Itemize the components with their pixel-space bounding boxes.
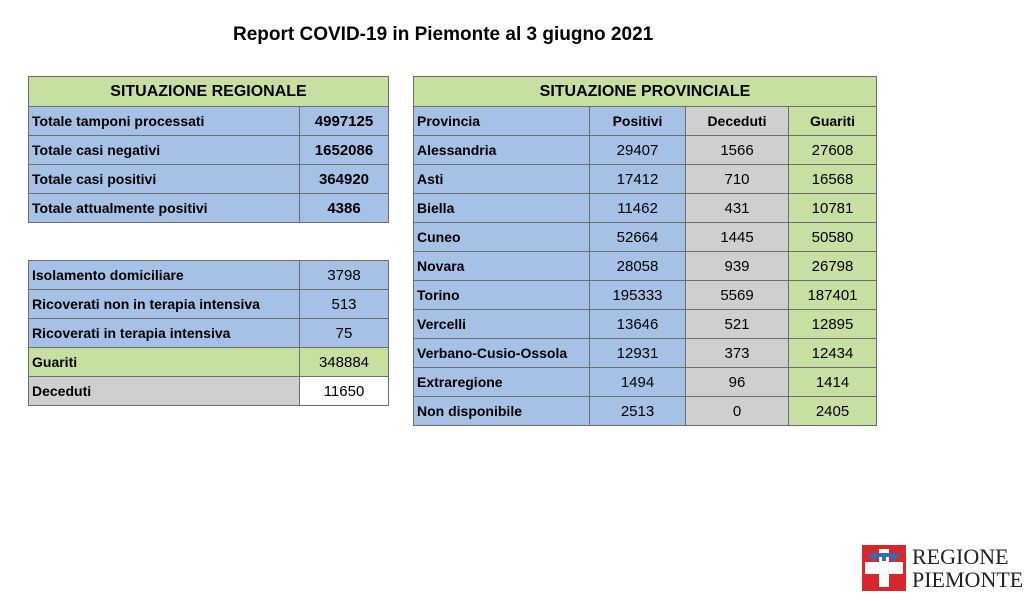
table-row [29,261,389,290]
cell-positivi: 1494 [590,368,686,397]
row-value: 4997125 [300,107,389,136]
row-value: 4386 [300,194,389,223]
regione-piemonte-emblem-icon [862,545,906,591]
table-row [414,281,877,310]
cell-positivi: 12931 [590,339,686,368]
cell-provincia: Asti [414,165,590,194]
logo-line-2: PIEMONTE [912,567,1024,592]
table-row [29,377,389,406]
row-value: 11650 [300,377,389,406]
cell-guariti: 2405 [789,397,877,426]
cell-guariti: 187401 [789,281,877,310]
table-row [29,194,389,223]
cell-provincia: Alessandria [414,136,590,165]
table-row [414,368,877,397]
row-value: 513 [300,290,389,319]
row-label: Totale tamponi processati [29,107,300,136]
table-row [414,310,877,339]
logo-text [912,545,1023,591]
row-label: Deceduti [29,377,300,406]
table-row [414,223,877,252]
cell-deceduti: 373 [686,339,789,368]
column-header-row [414,107,877,136]
table-row [29,319,389,348]
table-row [29,348,389,377]
cell-guariti: 26798 [789,252,877,281]
column-header-guariti: Guariti [789,107,877,136]
table-row [29,107,389,136]
column-header-positivi: Positivi [590,107,686,136]
table-row [414,397,877,426]
provincial-table-header: SITUAZIONE PROVINCIALE [414,77,877,107]
regional-table [28,76,389,223]
table-row [29,290,389,319]
table-row [414,339,877,368]
cell-provincia: Cuneo [414,223,590,252]
table-row [29,136,389,165]
table-row [414,136,877,165]
provincial-table-body [414,136,877,426]
cell-guariti: 10781 [789,194,877,223]
regional-detail-table [28,260,389,406]
cell-provincia: Non disponibile [414,397,590,426]
row-label: Isolamento domiciliare [29,261,300,290]
logo-line-1: REGIONE [912,544,1009,569]
cell-positivi: 29407 [590,136,686,165]
cell-deceduti: 521 [686,310,789,339]
page-title: Report COVID-19 in Piemonte al 3 giugno 2021 [233,24,654,45]
cell-provincia: Torino [414,281,590,310]
row-value: 364920 [300,165,389,194]
row-label: Ricoverati in terapia intensiva [29,319,300,348]
cell-provincia: Biella [414,194,590,223]
row-value: 348884 [300,348,389,377]
cell-guariti: 27608 [789,136,877,165]
table-row [414,165,877,194]
cell-positivi: 195333 [590,281,686,310]
row-label: Totale casi positivi [29,165,300,194]
cell-guariti: 50580 [789,223,877,252]
column-header-provincia: Provincia [414,107,590,136]
regional-table-header: SITUAZIONE REGIONALE [29,77,389,107]
column-header-deceduti: Deceduti [686,107,789,136]
cell-deceduti: 1566 [686,136,789,165]
cell-guariti: 1414 [789,368,877,397]
regione-piemonte-logo [862,544,1024,593]
cell-positivi: 11462 [590,194,686,223]
row-label: Guariti [29,348,300,377]
cell-guariti: 12895 [789,310,877,339]
cell-positivi: 17412 [590,165,686,194]
row-value: 3798 [300,261,389,290]
row-value: 1652086 [300,136,389,165]
row-label: Ricoverati non in terapia intensiva [29,290,300,319]
row-value: 75 [300,319,389,348]
cell-deceduti: 5569 [686,281,789,310]
cell-provincia: Vercelli [414,310,590,339]
cell-positivi: 52664 [590,223,686,252]
cell-deceduti: 0 [686,397,789,426]
row-label: Totale attualmente positivi [29,194,300,223]
cell-deceduti: 710 [686,165,789,194]
cell-provincia: Novara [414,252,590,281]
cell-provincia: Verbano-Cusio-Ossola [414,339,590,368]
table-row [414,194,877,223]
table-row [29,165,389,194]
cell-positivi: 2513 [590,397,686,426]
cell-deceduti: 939 [686,252,789,281]
cell-deceduti: 431 [686,194,789,223]
cell-positivi: 13646 [590,310,686,339]
provincial-table [413,76,877,426]
row-label: Totale casi negativi [29,136,300,165]
cell-positivi: 28058 [590,252,686,281]
cell-deceduti: 96 [686,368,789,397]
cell-deceduti: 1445 [686,223,789,252]
cell-guariti: 16568 [789,165,877,194]
cell-guariti: 12434 [789,339,877,368]
cell-provincia: Extraregione [414,368,590,397]
table-row [414,252,877,281]
